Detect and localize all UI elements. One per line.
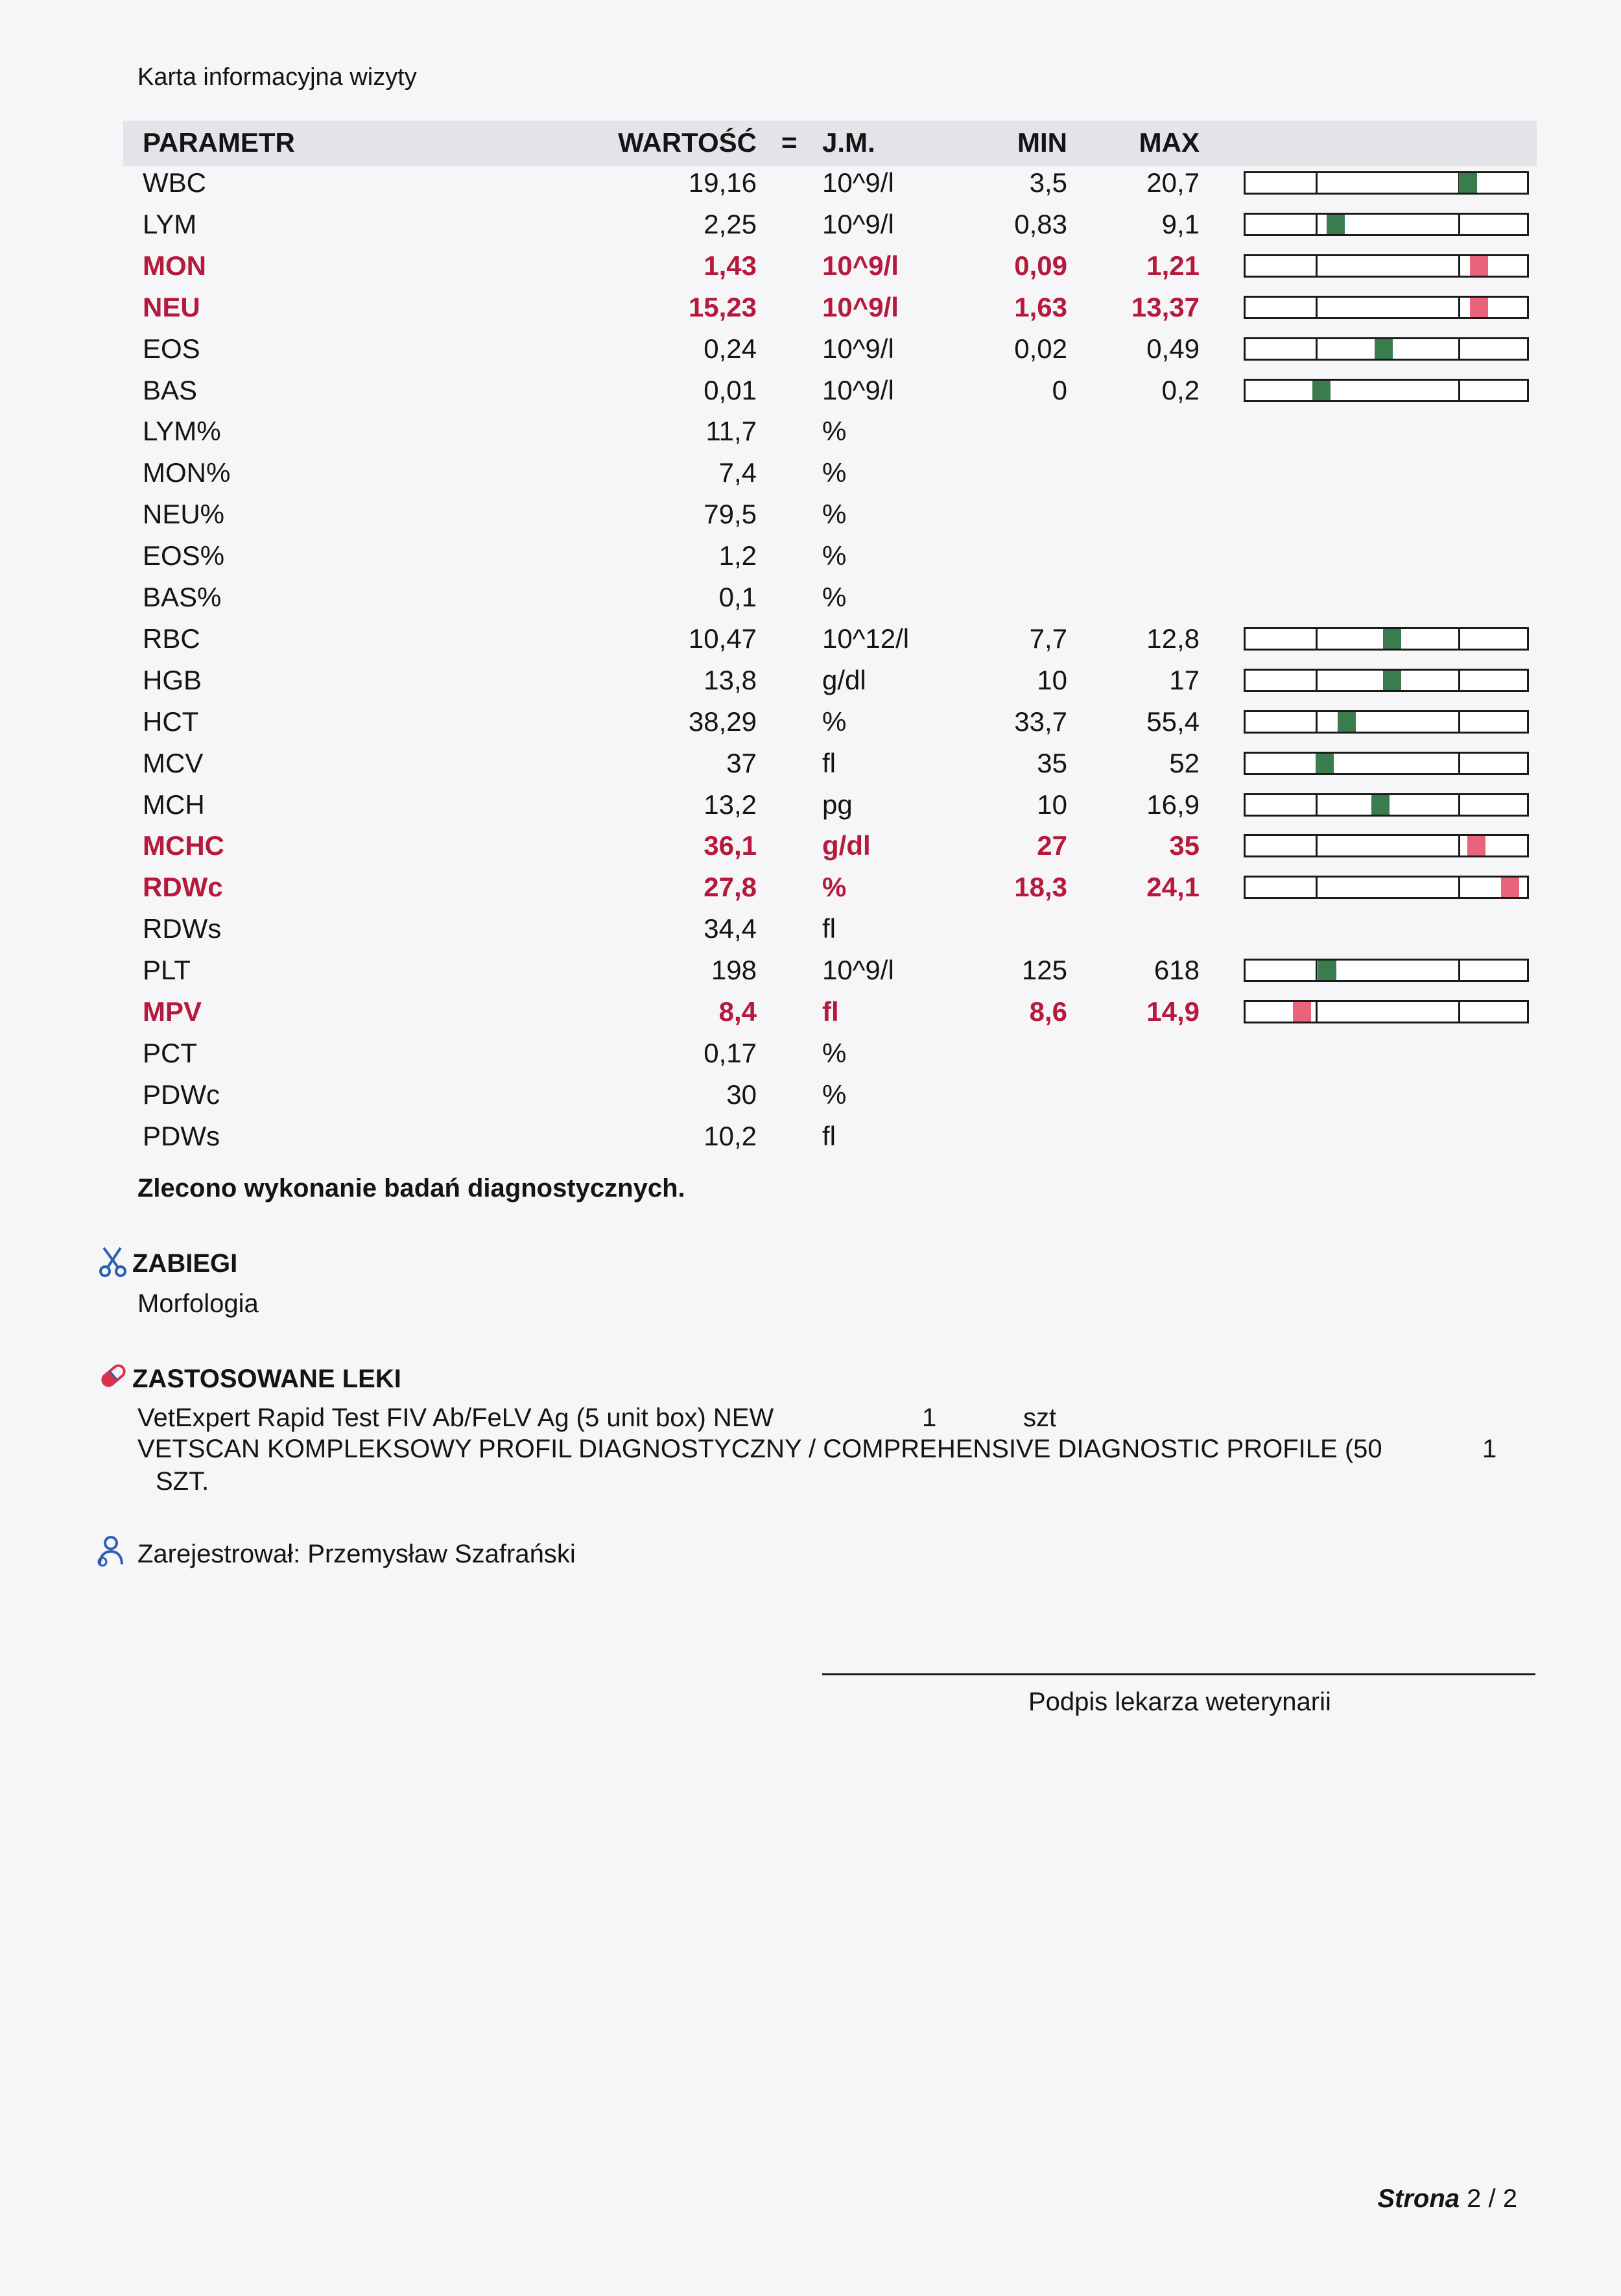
range-bar [1244, 296, 1529, 319]
pill-icon [96, 1358, 131, 1393]
cell-unit: pg [822, 789, 853, 820]
cell-unit: 10^12/l [822, 623, 910, 654]
cell-param: RBC [143, 623, 200, 654]
range-bar-marker [1318, 961, 1336, 980]
range-bar-marker [1383, 671, 1401, 690]
cell-value: 198 [711, 955, 757, 985]
page-number [1377, 2184, 1517, 2214]
cell-max: 35 [1169, 830, 1200, 861]
cell-min: 10 [1037, 665, 1067, 695]
cell-param: HGB [143, 665, 202, 695]
cell-param: LYM [143, 209, 197, 239]
cell-value: 34,4 [704, 913, 757, 944]
range-bar-max-divider [1458, 795, 1460, 815]
cell-param: NEU [143, 292, 200, 322]
cell-param: WBC [143, 167, 206, 198]
scissors-icon [96, 1244, 131, 1279]
range-bar-marker [1316, 754, 1334, 773]
cell-max: 55,4 [1146, 706, 1200, 737]
cell-value: 79,5 [704, 499, 757, 529]
range-bar-marker [1459, 173, 1477, 193]
range-bar-min-divider [1316, 339, 1318, 359]
range-bar [1244, 876, 1529, 899]
cell-min: 8,6 [1029, 996, 1067, 1027]
range-bar-max-divider [1458, 629, 1460, 649]
header-min: MIN [1017, 127, 1067, 158]
cell-param: MPV [143, 996, 202, 1027]
range-bar [1244, 710, 1529, 734]
range-bar-marker [1327, 215, 1345, 234]
range-bar-max-divider [1458, 339, 1460, 359]
range-bar [1244, 959, 1529, 982]
medications-heading: ZASTOSOWANE LEKI [132, 1365, 401, 1393]
range-bar-marker [1470, 298, 1488, 317]
range-bar-min-divider [1316, 173, 1318, 193]
cell-param: PDWc [143, 1079, 220, 1110]
range-bar [1244, 254, 1529, 278]
range-bar-min-divider [1316, 795, 1318, 815]
cell-min: 3,5 [1029, 167, 1067, 198]
cell-unit: 10^9/l [822, 333, 894, 364]
cell-max: 20,7 [1146, 167, 1200, 198]
cell-value: 1,43 [704, 250, 757, 281]
range-bar [1244, 793, 1529, 817]
cell-value: 37 [726, 748, 757, 778]
cell-param: RDWs [143, 913, 222, 944]
cell-unit: % [822, 706, 847, 737]
medication-name-2-cont: SZT. [156, 1467, 209, 1496]
cell-unit: fl [822, 748, 836, 778]
cell-value: 7,4 [718, 457, 757, 488]
range-bar-max-divider [1458, 381, 1460, 400]
medication-qty-2: 1 [1482, 1435, 1497, 1463]
cell-value: 27,8 [704, 872, 757, 902]
cell-value: 38,29 [688, 706, 757, 737]
cell-unit: 10^9/l [822, 955, 894, 985]
range-bar-min-divider [1316, 215, 1318, 234]
cell-unit: % [822, 540, 847, 571]
range-bar [1244, 834, 1529, 857]
cell-param: HCT [143, 706, 199, 737]
page-number-label: Strona [1377, 2184, 1460, 2213]
cell-param: BAS% [143, 582, 222, 612]
procedure-item: Morfologia [137, 1289, 259, 1318]
cell-min: 125 [1021, 955, 1067, 985]
range-bar-max-divider [1458, 256, 1460, 276]
range-bar [1244, 379, 1529, 402]
cell-value: 11,7 [705, 416, 757, 446]
range-bar-marker [1375, 339, 1393, 359]
medication-qty-1: 1 [922, 1404, 937, 1432]
cell-value: 13,8 [704, 665, 757, 695]
range-bar-max-divider [1458, 836, 1460, 855]
cell-unit: g/dl [822, 665, 866, 695]
cell-param: PDWs [143, 1121, 220, 1151]
cell-param: NEU% [143, 499, 225, 529]
range-bar-max-divider [1458, 215, 1460, 234]
cell-value: 10,47 [688, 623, 757, 654]
cell-value: 19,16 [688, 167, 757, 198]
cell-unit: % [822, 1038, 847, 1068]
cell-value: 0,17 [704, 1038, 757, 1068]
cell-unit: 10^9/l [822, 375, 894, 405]
range-bar-min-divider [1316, 671, 1318, 690]
cell-value: 0,1 [718, 582, 757, 612]
range-bar-max-divider [1458, 754, 1460, 773]
range-bar-max-divider [1458, 298, 1460, 317]
registered-by: Zarejestrował: Przemysław Szafrański [137, 1540, 576, 1568]
cell-param: MON% [143, 457, 231, 488]
cell-unit: fl [822, 996, 839, 1027]
range-bar [1244, 213, 1529, 236]
cell-max: 24,1 [1146, 872, 1200, 902]
signature-line [822, 1673, 1535, 1675]
range-bar-min-divider [1316, 836, 1318, 855]
cell-min: 0,02 [1014, 333, 1067, 364]
medication-name-1: VetExpert Rapid Test FIV Ab/FeLV Ag (5 unit box) NEW [137, 1404, 774, 1432]
page-number-separator: / [1481, 2184, 1503, 2213]
cell-unit: g/dl [822, 830, 871, 861]
range-bar-max-divider [1458, 712, 1460, 732]
header-eq: = [781, 127, 798, 158]
cell-value: 0,01 [704, 375, 757, 405]
range-bar-marker [1501, 878, 1519, 897]
cell-min: 33,7 [1014, 706, 1067, 737]
range-bar-marker [1338, 712, 1356, 732]
range-bar-marker [1383, 629, 1401, 649]
cell-value: 10,2 [704, 1121, 757, 1151]
cell-min: 35 [1037, 748, 1067, 778]
cell-param: MCV [143, 748, 204, 778]
cell-param: BAS [143, 375, 198, 405]
page-number-total: 2 [1502, 2184, 1517, 2213]
page-number-current: 2 [1467, 2184, 1482, 2213]
cell-unit: % [822, 499, 847, 529]
cell-max: 9,1 [1161, 209, 1200, 239]
range-bar [1244, 752, 1529, 775]
cell-unit: 10^9/l [822, 292, 899, 322]
cell-param: MCHC [143, 830, 224, 861]
cell-min: 7,7 [1029, 623, 1067, 654]
cell-value: 15,23 [688, 292, 757, 322]
cell-max: 17 [1169, 665, 1200, 695]
cell-param: LYM% [143, 416, 221, 446]
range-bar-min-divider [1316, 961, 1318, 980]
range-bar-max-divider [1458, 961, 1460, 980]
cell-min: 27 [1037, 830, 1067, 861]
cell-value: 13,2 [704, 789, 757, 820]
cell-unit: 10^9/l [822, 167, 894, 198]
cell-unit: % [822, 457, 847, 488]
range-bar-marker [1293, 1002, 1311, 1022]
header-max: MAX [1139, 127, 1200, 158]
cell-min: 1,63 [1014, 292, 1067, 322]
cell-param: PCT [143, 1038, 197, 1068]
range-bar-min-divider [1316, 629, 1318, 649]
cell-max: 16,9 [1146, 789, 1200, 820]
cell-min: 0,09 [1014, 250, 1067, 281]
cell-min: 10 [1037, 789, 1067, 820]
cell-max: 52 [1169, 748, 1200, 778]
range-bar-marker [1312, 381, 1331, 400]
range-bar-marker [1470, 256, 1488, 276]
cell-max: 0,2 [1161, 375, 1200, 405]
cell-unit: 10^9/l [822, 209, 894, 239]
cell-max: 13,37 [1131, 292, 1200, 322]
range-bar [1244, 337, 1529, 361]
medication-unit-1: szt [1023, 1404, 1057, 1432]
document-title: Karta informacyjna wizyty [137, 64, 417, 91]
cell-min: 0,83 [1014, 209, 1067, 239]
cell-unit: % [822, 1079, 847, 1110]
range-bar-max-divider [1458, 878, 1460, 897]
cell-unit: fl [822, 1121, 836, 1151]
user-icon [93, 1533, 128, 1568]
cell-unit: % [822, 416, 847, 446]
range-bar-marker [1467, 836, 1485, 855]
cell-param: EOS [143, 333, 200, 364]
range-bar [1244, 171, 1529, 195]
cell-value: 2,25 [704, 209, 757, 239]
cell-min: 18,3 [1014, 872, 1067, 902]
range-bar [1244, 1000, 1529, 1023]
medication-name-2: VETSCAN KOMPLEKSOWY PROFIL DIAGNOSTYCZNY / COMPREHENSIVE DIAGNOSTIC PROFILE (50 [137, 1435, 1382, 1463]
range-bar [1244, 627, 1529, 651]
header-unit: J.M. [822, 127, 875, 158]
cell-value: 8,4 [718, 996, 757, 1027]
diagnostic-note: Zlecono wykonanie badań diagnostycznych. [137, 1174, 685, 1202]
cell-param: EOS% [143, 540, 225, 571]
cell-param: MCH [143, 789, 205, 820]
range-bar-min-divider [1316, 1002, 1318, 1022]
cell-unit: % [822, 872, 847, 902]
cell-min: 0 [1052, 375, 1067, 405]
cell-unit: 10^9/l [822, 250, 899, 281]
cell-param: RDWc [143, 872, 223, 902]
cell-value: 30 [726, 1079, 757, 1110]
cell-max: 618 [1154, 955, 1200, 985]
range-bar-max-divider [1458, 671, 1460, 690]
cell-value: 0,24 [704, 333, 757, 364]
range-bar-min-divider [1316, 878, 1318, 897]
cell-unit: % [822, 582, 847, 612]
range-bar-min-divider [1316, 298, 1318, 317]
cell-max: 1,21 [1146, 250, 1200, 281]
range-bar-max-divider [1458, 1002, 1460, 1022]
procedures-heading: ZABIEGI [132, 1249, 238, 1278]
cell-max: 12,8 [1146, 623, 1200, 654]
header-value: WARTOŚĆ [618, 127, 757, 158]
range-bar [1244, 669, 1529, 692]
cell-param: PLT [143, 955, 191, 985]
range-bar-min-divider [1316, 256, 1318, 276]
cell-unit: fl [822, 913, 836, 944]
header-param: PARAMETR [143, 127, 295, 158]
range-bar-min-divider [1316, 712, 1318, 732]
cell-value: 1,2 [718, 540, 757, 571]
cell-max: 14,9 [1146, 996, 1200, 1027]
cell-max: 0,49 [1146, 333, 1200, 364]
cell-value: 36,1 [704, 830, 757, 861]
signature-label: Podpis lekarza weterynarii [1028, 1688, 1331, 1716]
range-bar-marker [1371, 795, 1390, 815]
cell-param: MON [143, 250, 206, 281]
